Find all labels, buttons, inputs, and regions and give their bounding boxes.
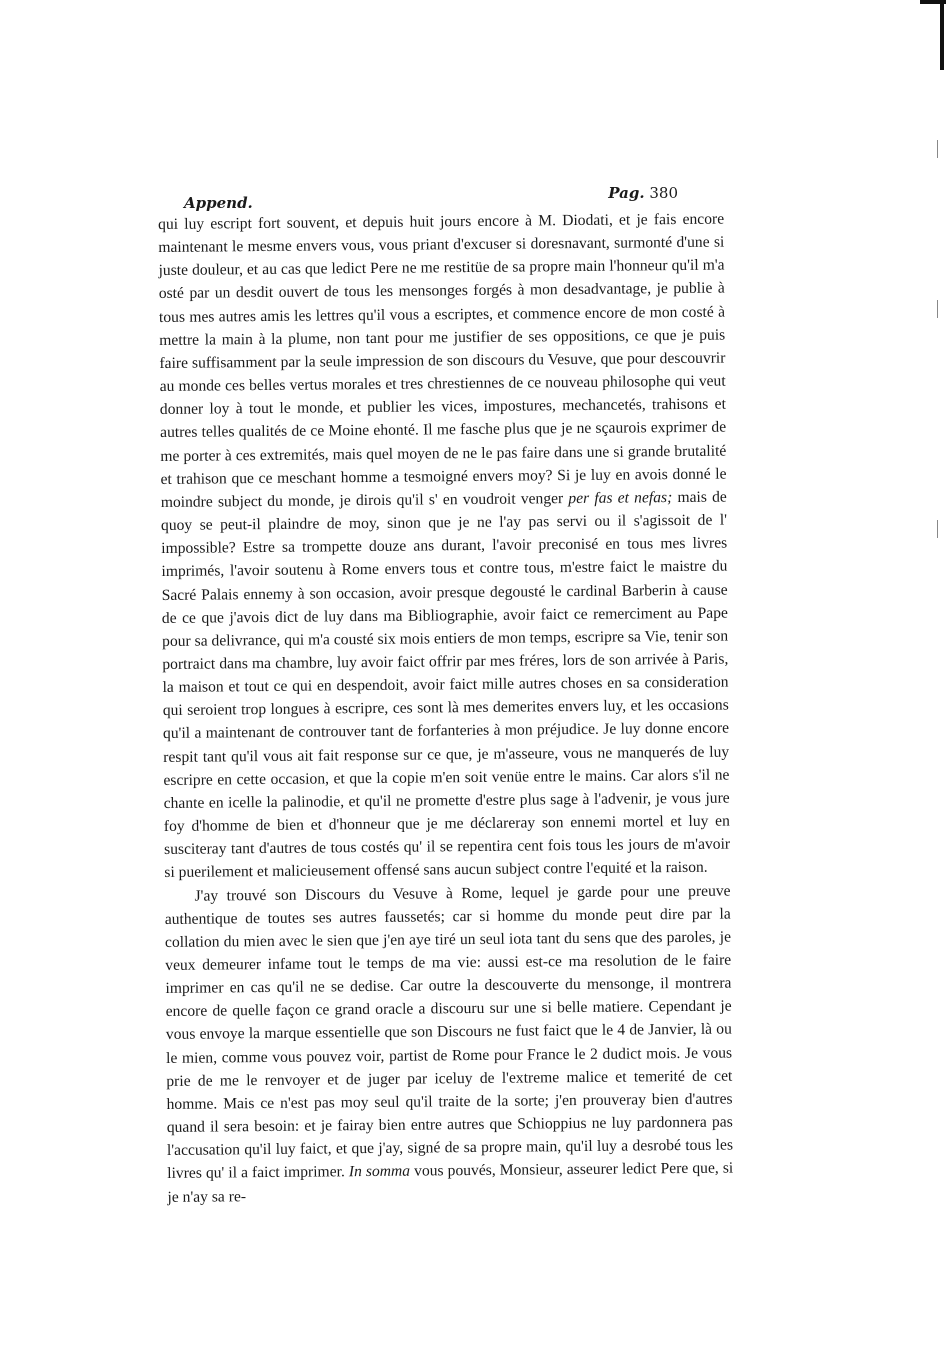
paragraph-1-part-a: qui luy escript fort souvent, et depuis huit jours encore à M. Diodati, et je fais encore maintenant le mesme envers vous, vous priant d'excuser si doresnavant, surmonté d'une si juste douleur, et au cas que ledict Pere ne me restitüe de sa propre main l'honneur qu'il m'a osté par un desdit ouvert de tous les mensonges forgés à mon desadvantage, je publie à tous mes autres amis les lettres qu'il vous a escriptes, et commence encore de mon costé à mettre la main à la plume, non tant pour me justifier de ses oppositions, ce que je puis faire suffisamment par la seule impression de son discours du Vesuve, que pour descouvrir au monde ces belles vertus morales et tres chrestiennes de ce nouveau philosophe qui veut donner loy à tout le monde, et publier les vices, impostures, mechancetés, trahisons et autres telles qualités de ce Moine ehonté. Il me fasche plus que je ne sçaurois exprimer de me porter à ces extremités, mais quel moyen de ne le pas faire dans une si grande brutalité et trahison que ce meschant homme a tesmoigné envers moy? Si je luy en avois donné le moindre subject du monde, je dirois qu'il s' en voudroit venger: [158, 210, 727, 511]
paragraph-2-part-b: vous pouvés, Monsieur, asseurer ledict Pere que, si je n'ay sa re-: [167, 1159, 734, 1206]
paragraph-2: [164, 879, 733, 1209]
scan-edge-mark: [937, 520, 938, 538]
latin-phrase: per fas et nefas;: [568, 488, 673, 507]
italian-phrase: In somma: [348, 1163, 411, 1181]
page-number: 380: [649, 184, 678, 202]
scan-edge-mark: [937, 300, 938, 318]
scan-edge-mark: [937, 140, 938, 158]
page-prefix: Pag.: [608, 184, 645, 202]
letter-text: [158, 208, 734, 1209]
scan-edge-bar: [940, 0, 944, 70]
paragraph-1: [158, 208, 730, 885]
section-label: Append.: [184, 194, 253, 212]
page-number-label: [608, 184, 678, 202]
paragraph-1-part-b: mais de quoy se peut-il plaindre de moy, sinon que je ne l'ay pas servi ou il s'agissoit de l' impossible? Estre sa trompette douze ans durant, l'avoir preconisé en tous mes livres imprimés, l'avoir soutenu à Rome envers tous et contre tous, m'estre faict le maistre du Sacré Palais ennemy à son occasion, avoir presque degousté le cardinal Barberin à cause de ce que j'avois dict de luy dans ma Bibliographie, avoir faict ce remerciment au Pape pour sa delivrance, qui m'a cousté six mois entiers de mon temps, escripre sa Vie, tenir son portraict dans ma chambre, luy avoir faict offrir par mes fréres, lors de son arrivée à Paris, la maison et tout ce qui en despendoit, avoir faict mille autres choses en sa consideration qui seroient trop longues à escripre, ces sont là mes demerites envers luy, et les occasions qu'il a maintenant de controuver tant de forfanteries à mon préjudice. Je luy donne encore respit tant qu'il vous ait fait response sur ce que, je m'asseure, vous ne manquerés de luy escripre en cette occasion, et que la copie m'en soit venüe entre le mains. Car alors s'il ne chante en icelle la palinodie, et qu'il ne promette d'estre plus sage à l'advenir, je vous jure foy d'homme de bien et d'honneur que je me déclareray son ennemi mortel et luy en susciteray tant d'autres de tous costés qu' il se repentira cent fois tous les jours de m'avoir si puerilement et malicieusement offensé sans aucun subject contre l'equité et la raison.: [160, 488, 731, 882]
scan-edge: [916, 0, 946, 1371]
paragraph-2-part-a: J'ay trouvé son Discours du Vesuve à Rome, lequel je garde pour une preuve authentique de toutes ses autres faussetés; car si homme du monde peut dire par la collation du mien avec le sien que j'en aye tiré un seul iota tant du sens que des paroles, je veux demeurer infame tout le temps de ma vie: aussi est-ce ma resolution de le faire imprimer en cas qu'il ne se dedise. Car outre la descouverte du mensonge, il montrera encore de quelle façon ce grand oracle a discouru sur une si belle matiere. Cependant je vous envoye la marque essentielle que son Discours ne fust faict que le 4 de Janvier, là ou le mien, comme vous pouvez voir, partist de Rome pour France le 2 dudict mois. Je vous prie de me le renvoyer et de juger par iceluy de l'extreme malice et temerité de cet homme. Mais ce n'est pas moy seul qu'il traite de la sorte; j'en prouveray bien d'autres quand il sera besoin: et je fairay bien entre autres que Schioppius ne luy pardonnera pas l'accusation qu'il luy faict, et que j'ay, signé de sa propre main, qu'il luy a desrobé tous les livres qu' il a faict imprimer.: [164, 882, 734, 1183]
